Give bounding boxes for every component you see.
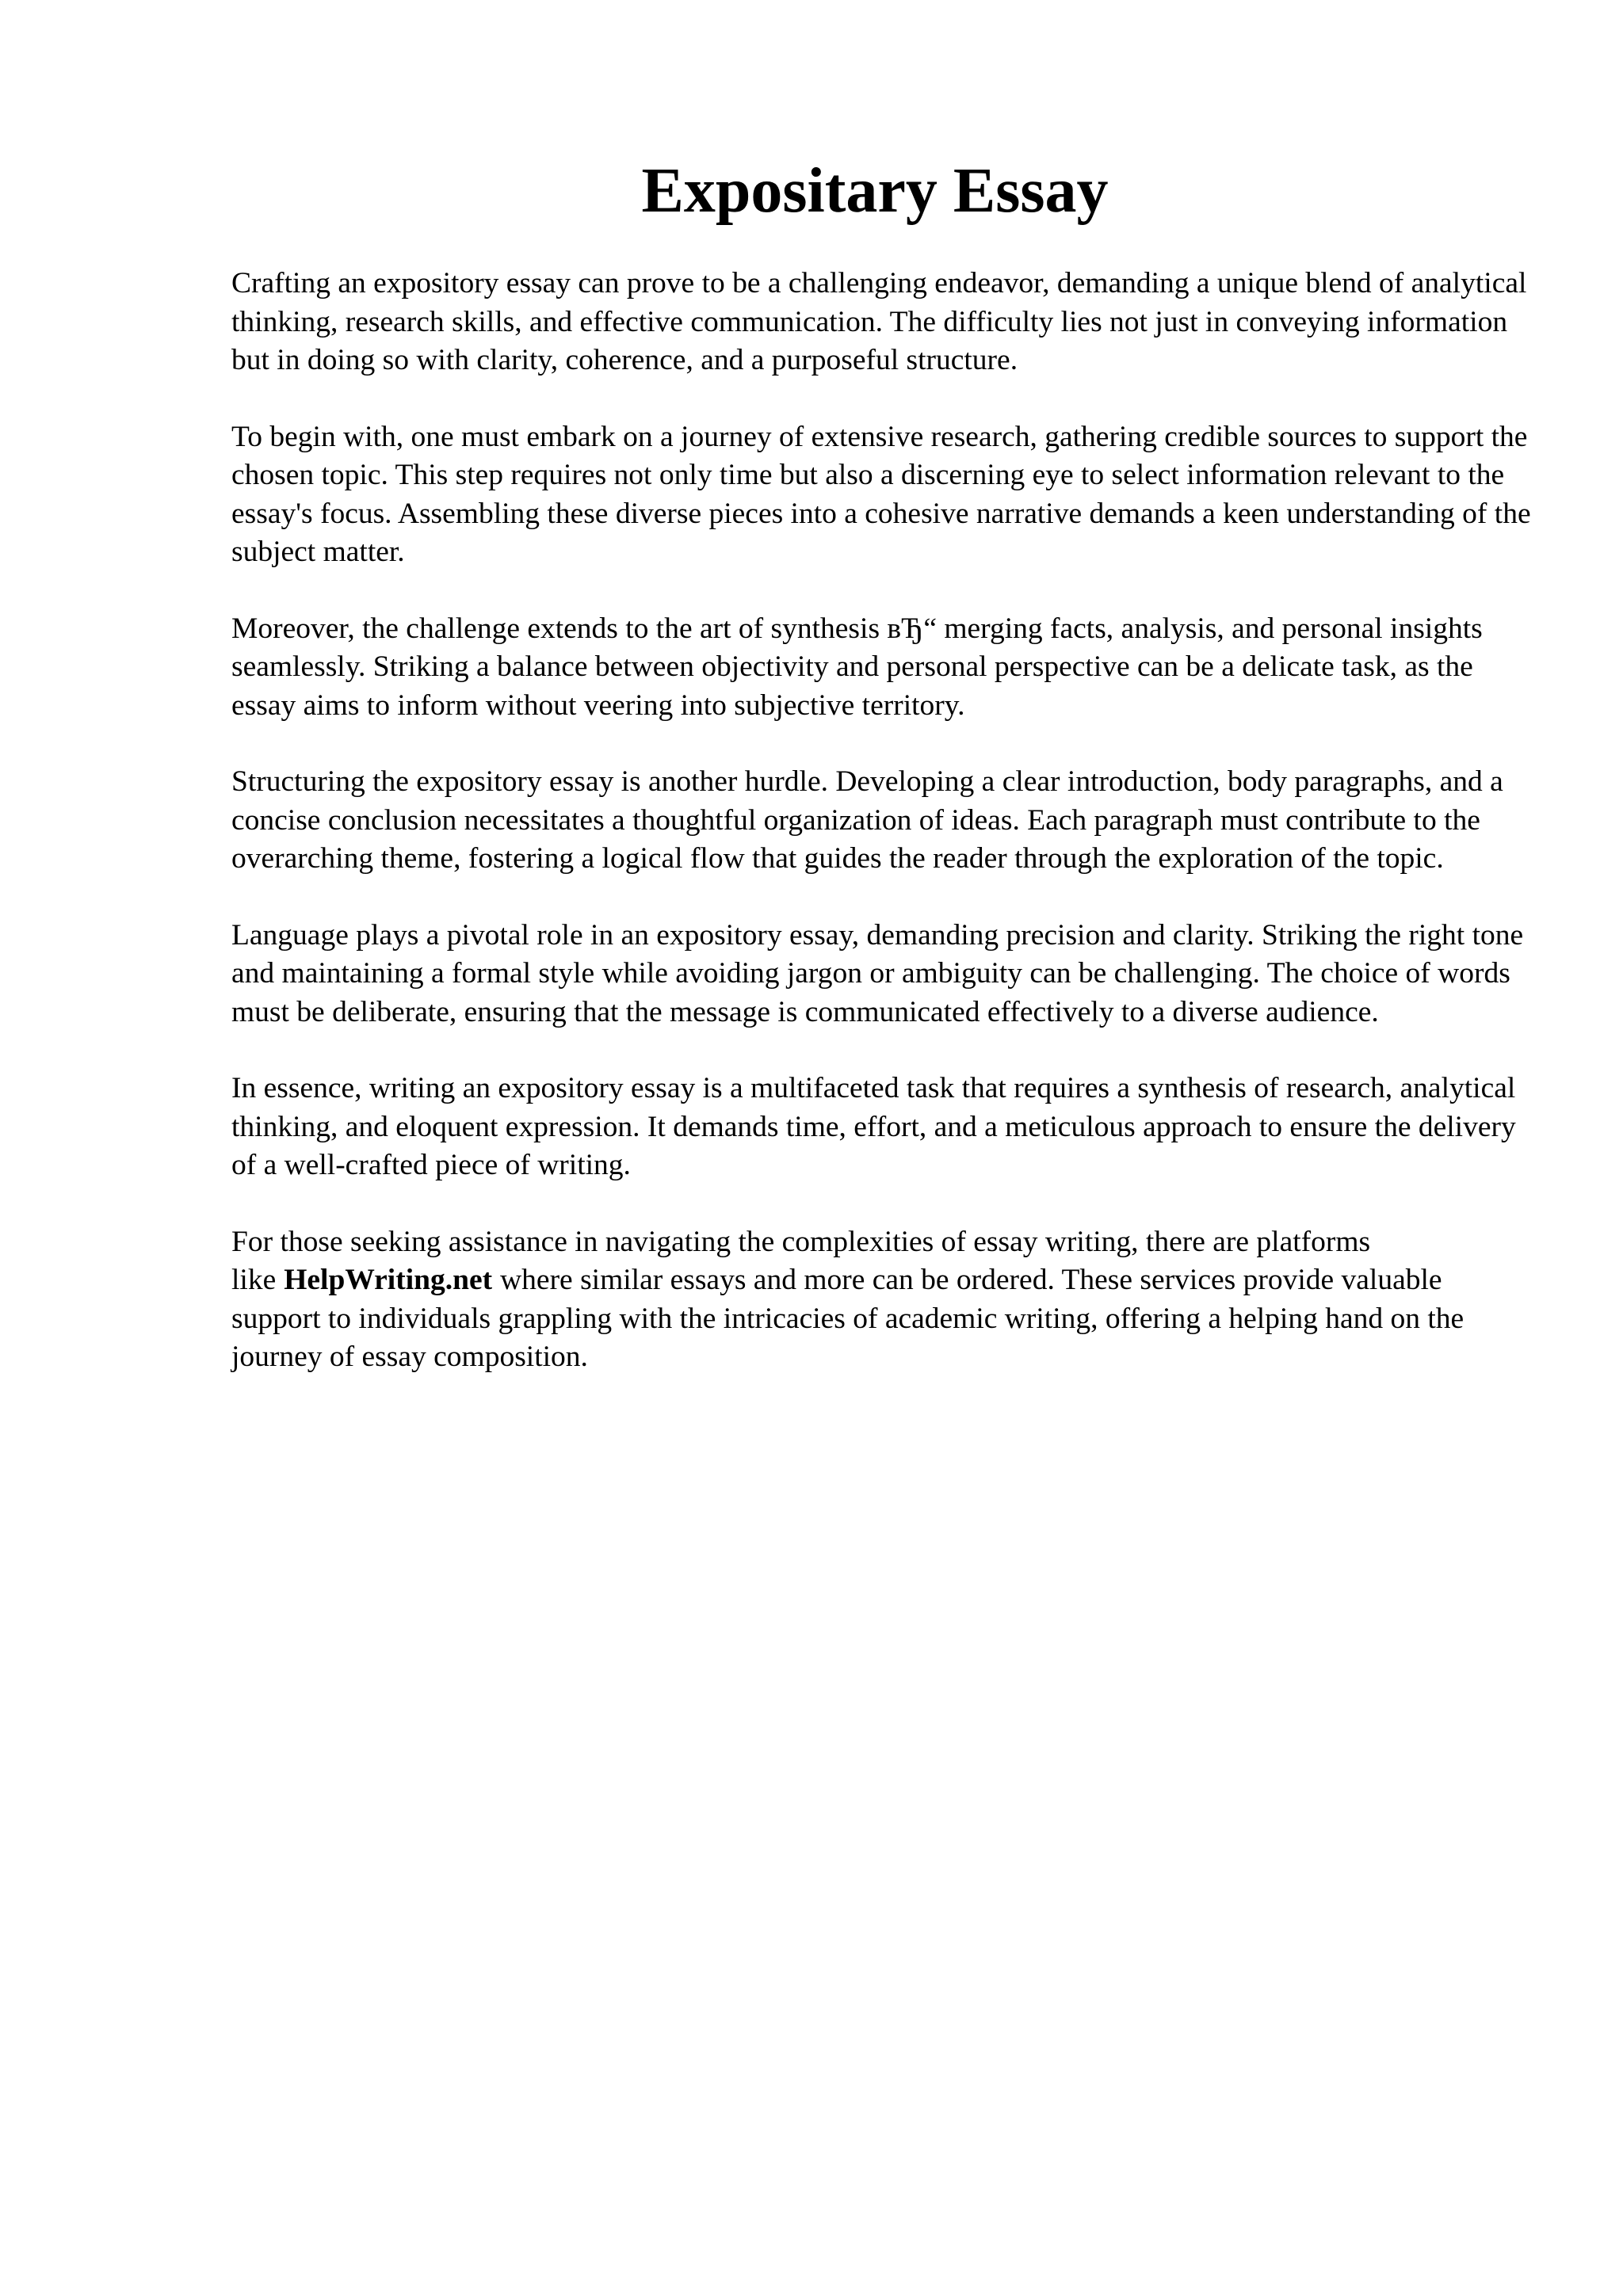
paragraph-5: Language plays a pivotal role in an expository essay, demanding precision and clarity. Striking the right tone and maintaining a formal style while avoiding jargon or ambiguity can be challenging. The choice of words must be deliberate, ensuring that the message is communicated effectively to a diverse audience. <box>231 918 1524 1028</box>
paragraph-2: To begin with, one must embark on a journey of extensive research, gathering credible sources to support the chosen topic. This step requires not only time but also a discerning eye to select information relevant to the essay's focus. Assembling these diverse pieces into a cohesive narrative demands a keen understanding of the subject matter. <box>231 420 1531 568</box>
paragraph-7-lead: For those seeking assistance in navigating the complexities of essay writing, there are platforms like <box>231 1225 1371 1296</box>
paragraph-3: Moreover, the challenge extends to the art of synthesis вЂ“ merging facts, analysis, and personal insights seamlessly. Striking a balance between objectivity and personal perspective can be a delicate task, as the essay aims to inform without veering into subjective territory. <box>231 612 1483 722</box>
paragraph-6: In essence, writing an expository essay is a multifaceted task that requires a synthesis of research, analytical thinking, and eloquent expression. It demands time, effort, and a meticulous approach to ensure the delivery of a well-crafted piece of writing. <box>231 1072 1516 1181</box>
page-title: Expositary Essay <box>641 156 1109 226</box>
helpwriting-link[interactable]: HelpWriting.net <box>284 1264 493 1296</box>
paragraph-7 <box>231 1223 1531 1377</box>
essay-body <box>231 265 1531 1415</box>
paragraph-1: Crafting an expository essay can prove to be a challenging endeavor, demanding a unique blend of analytical thinking, research skills, and effective communication. The difficulty lies not just in conveying information but in doing so with clarity, coherence, and a purposeful structure. <box>231 267 1527 376</box>
paragraph-4: Structuring the expository essay is another hurdle. Developing a clear introduction, body paragraphs, and a concise conclusion necessitates a thoughtful organization of ideas. Each paragraph must contribute to the overarching theme, fostering a logical flow that guides the reader through the exploration of the topic. <box>231 765 1503 875</box>
paragraph-7-tail: where similar essays and more can be ordered. These services provide valuable support to individuals grappling with the intricacies of academic writing, offering a helping hand on the journey of essay composition. <box>231 1264 1465 1373</box>
